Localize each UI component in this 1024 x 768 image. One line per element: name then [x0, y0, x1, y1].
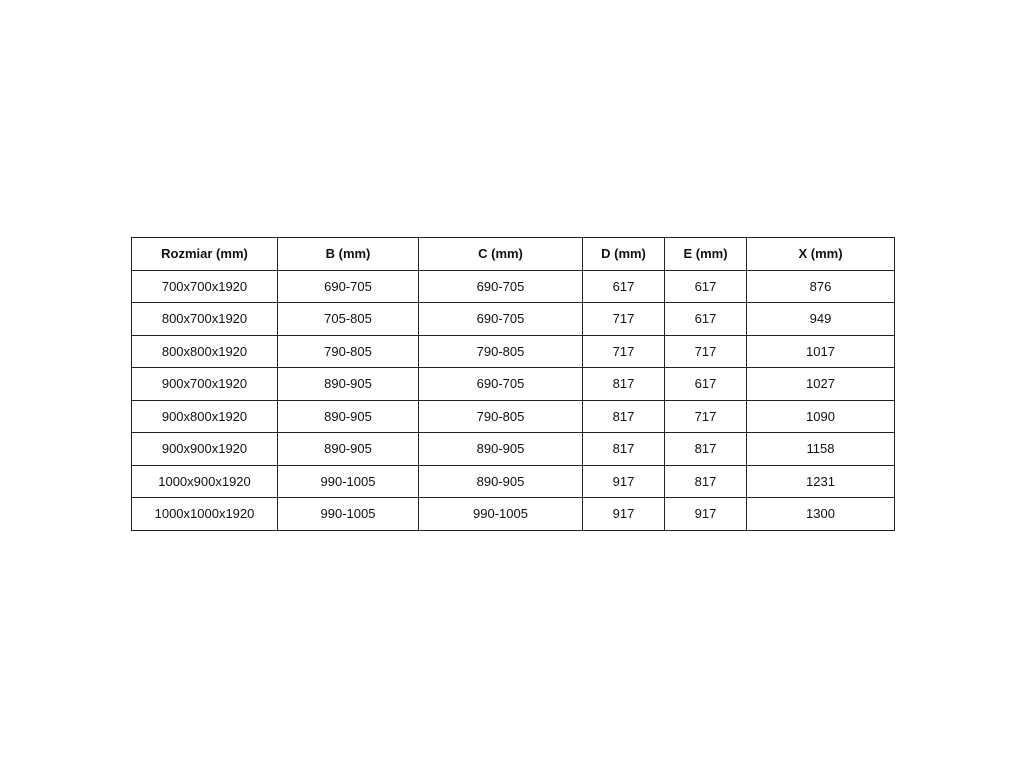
cell-c: 990-1005	[419, 498, 583, 531]
cell-d: 817	[583, 368, 665, 401]
cell-x: 1158	[747, 433, 895, 466]
cell-x: 949	[747, 303, 895, 336]
cell-e: 617	[665, 303, 747, 336]
cell-d: 817	[583, 400, 665, 433]
cell-rozmiar: 1000x1000x1920	[132, 498, 278, 531]
cell-b: 890-905	[278, 433, 419, 466]
cell-rozmiar: 800x700x1920	[132, 303, 278, 336]
cell-c: 890-905	[419, 433, 583, 466]
table-row	[132, 270, 895, 303]
header-b: B (mm)	[278, 238, 419, 271]
table-row	[132, 400, 895, 433]
cell-x: 1231	[747, 465, 895, 498]
cell-x: 1027	[747, 368, 895, 401]
cell-e: 817	[665, 465, 747, 498]
cell-e: 817	[665, 433, 747, 466]
cell-b: 790-805	[278, 335, 419, 368]
header-x: X (mm)	[747, 238, 895, 271]
cell-x: 1090	[747, 400, 895, 433]
cell-d: 817	[583, 433, 665, 466]
cell-b: 890-905	[278, 400, 419, 433]
cell-d: 617	[583, 270, 665, 303]
table-row	[132, 335, 895, 368]
cell-e: 917	[665, 498, 747, 531]
table-body	[132, 270, 895, 530]
cell-e: 717	[665, 335, 747, 368]
cell-x: 876	[747, 270, 895, 303]
dimensions-table	[131, 237, 895, 531]
cell-c: 690-705	[419, 303, 583, 336]
cell-x: 1300	[747, 498, 895, 531]
cell-rozmiar: 900x900x1920	[132, 433, 278, 466]
table-row	[132, 465, 895, 498]
cell-d: 917	[583, 465, 665, 498]
cell-rozmiar: 700x700x1920	[132, 270, 278, 303]
cell-b: 890-905	[278, 368, 419, 401]
header-c: C (mm)	[419, 238, 583, 271]
header-d: D (mm)	[583, 238, 665, 271]
cell-d: 717	[583, 303, 665, 336]
cell-d: 717	[583, 335, 665, 368]
cell-b: 690-705	[278, 270, 419, 303]
cell-x: 1017	[747, 335, 895, 368]
cell-e: 717	[665, 400, 747, 433]
cell-c: 690-705	[419, 270, 583, 303]
cell-c: 690-705	[419, 368, 583, 401]
header-e: E (mm)	[665, 238, 747, 271]
table-header	[132, 238, 895, 271]
cell-rozmiar: 1000x900x1920	[132, 465, 278, 498]
cell-b: 990-1005	[278, 498, 419, 531]
header-row	[132, 238, 895, 271]
header-rozmiar: Rozmiar (mm)	[132, 238, 278, 271]
cell-b: 705-805	[278, 303, 419, 336]
table-row	[132, 433, 895, 466]
cell-rozmiar: 800x800x1920	[132, 335, 278, 368]
cell-e: 617	[665, 270, 747, 303]
cell-c: 790-805	[419, 335, 583, 368]
cell-d: 917	[583, 498, 665, 531]
cell-b: 990-1005	[278, 465, 419, 498]
cell-e: 617	[665, 368, 747, 401]
cell-c: 790-805	[419, 400, 583, 433]
table-row	[132, 303, 895, 336]
table-row	[132, 498, 895, 531]
cell-c: 890-905	[419, 465, 583, 498]
cell-rozmiar: 900x800x1920	[132, 400, 278, 433]
table-row	[132, 368, 895, 401]
cell-rozmiar: 900x700x1920	[132, 368, 278, 401]
